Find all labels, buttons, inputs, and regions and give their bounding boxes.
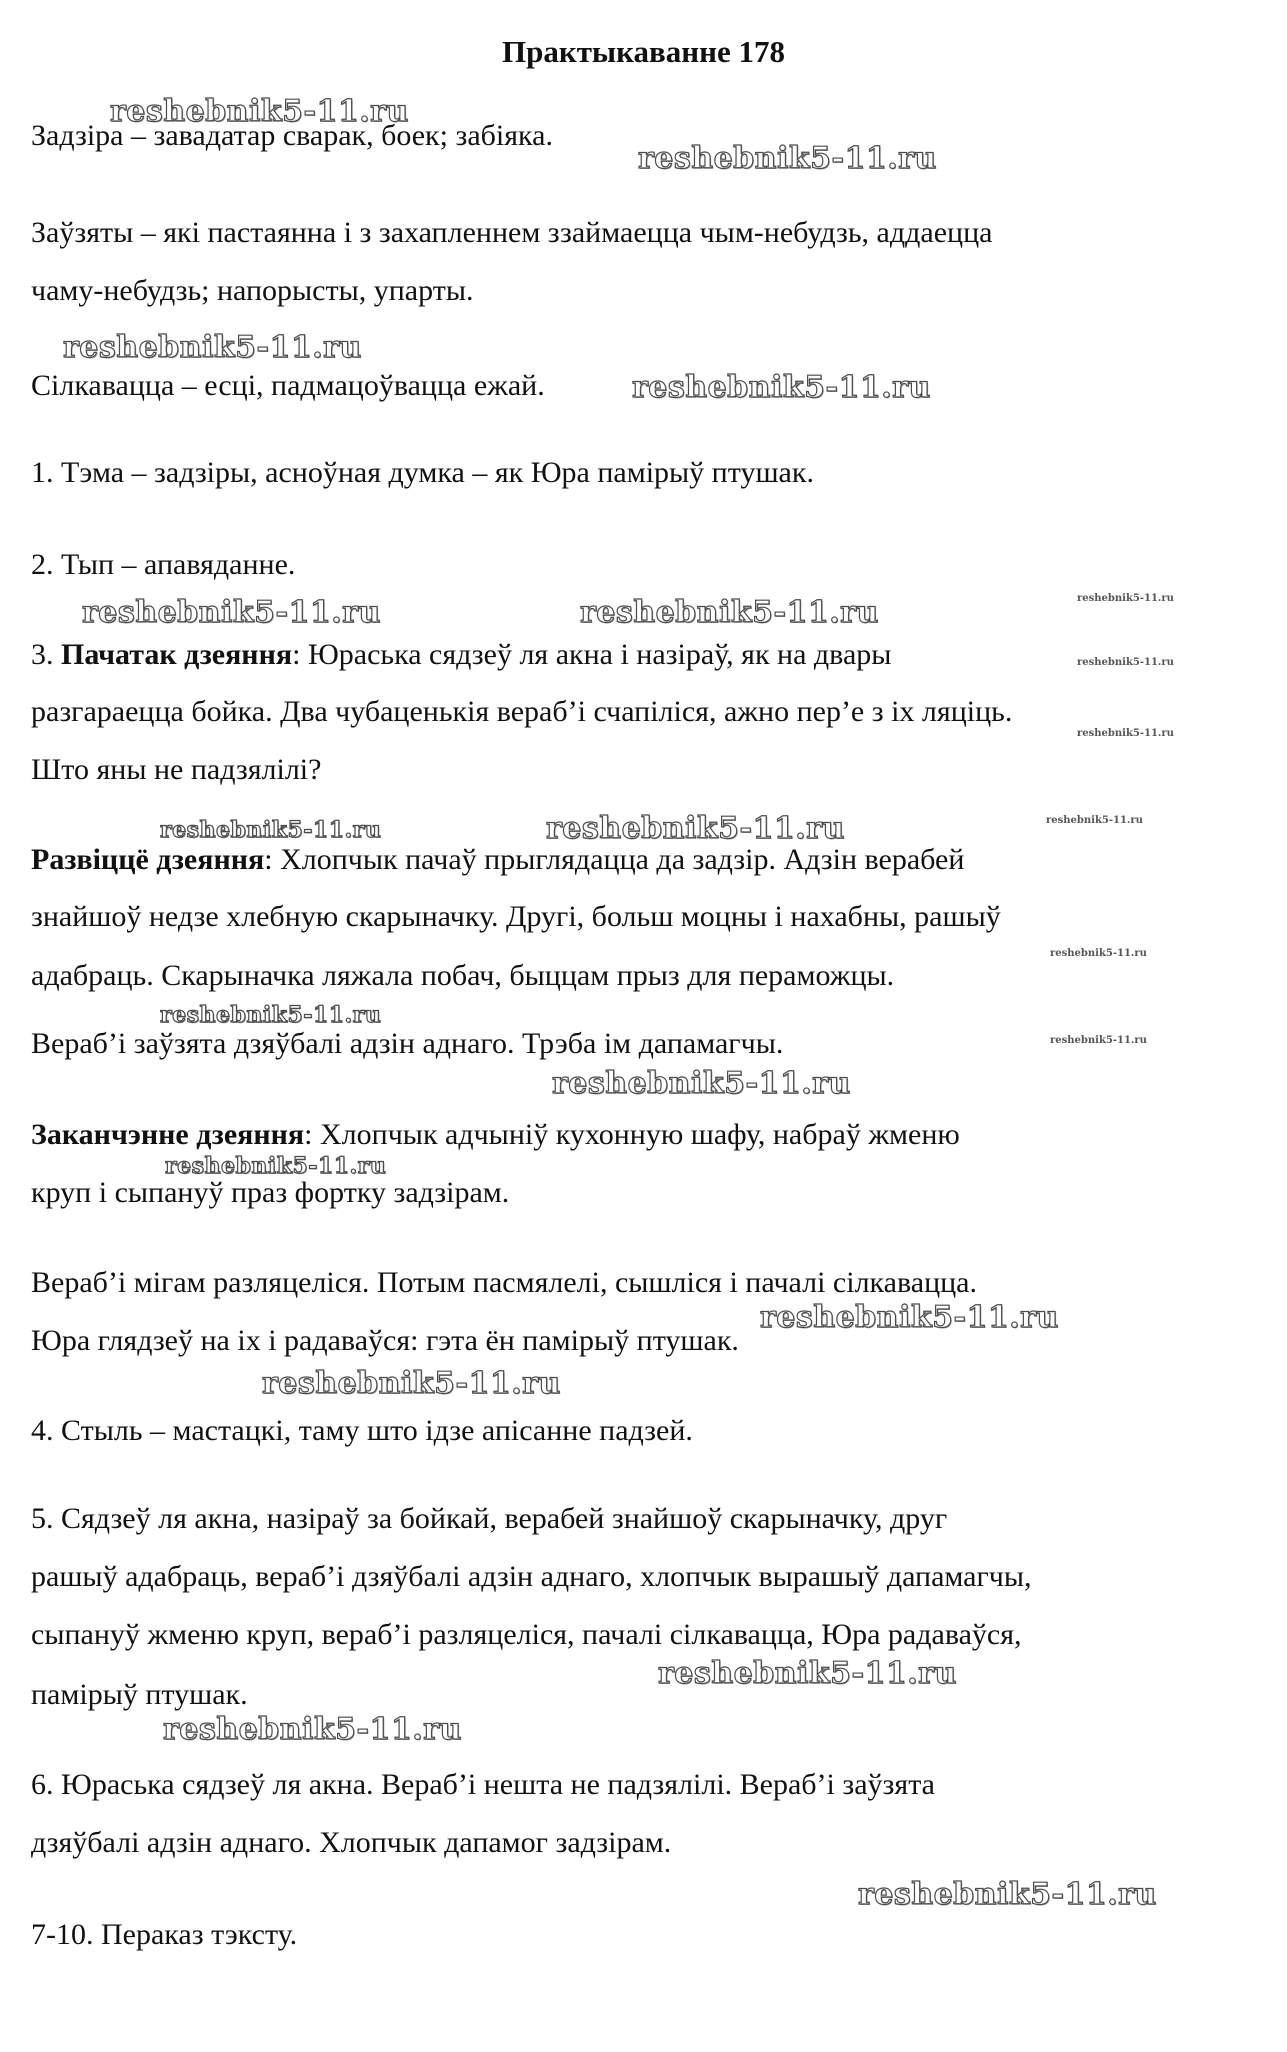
answer-3-line3: Што яны не падзялілі? — [31, 753, 322, 786]
watermark: reshebnik5-11.ru — [1077, 593, 1174, 604]
answer-2: 2. Тып – апавяданне. — [31, 548, 296, 581]
answer-3-line2: разгараецца бойка. Два чубаценькія вераб’і счапіліся, ажно пер’е з іх ляціць. — [31, 695, 1013, 728]
answer-7-10: 7-10. Пераказ тэксту. — [31, 1918, 298, 1951]
ending-line4: Юра глядзеў на іх і радаваўся: гэта ён памірыў птушак. — [31, 1324, 739, 1357]
definition-silkavacca: Сілкавацца – есці, падмацоўвацца ежай. — [31, 369, 545, 402]
answer-5-line2: рашыў адабраць, вераб’і дзяўбалі адзін аднаго, хлопчык вырашыў дапамагчы, — [31, 1560, 1032, 1593]
ending-line3: Вераб’і мігам разляцеліся. Потым пасмялелі, сышліся і пачалі сілкавацца. — [31, 1266, 977, 1299]
answer-5-line3: сыпануў жменю круп, вераб’і разляцеліся, пачалі сілкавацца, Юра радаваўся, — [31, 1618, 1022, 1651]
answer-3-line1 — [31, 640, 891, 670]
watermark: reshebnik5-11.ru — [658, 1656, 957, 1691]
watermark: reshebnik5-11.ru — [1050, 1035, 1147, 1046]
development-line4: Вераб’і заўзята дзяўбалі адзін аднаго. Трэба ім дапамагчы. — [31, 1027, 784, 1060]
development-line1 — [31, 845, 964, 875]
heading-development: Развіццё дзеяння — [31, 843, 265, 876]
answer-3-text: : Юраська сядзеў ля акна і назіраў, як на двары — [292, 638, 892, 671]
watermark: reshebnik5-11.ru — [552, 1066, 851, 1101]
watermark: reshebnik5-11.ru — [63, 330, 362, 365]
definition-zadzira: Задзіра – завадатар сварак, боек; забіяка. — [31, 119, 553, 152]
watermark: reshebnik5-11.ru — [163, 1712, 462, 1747]
ending-text: : Хлопчык адчыніў кухонную шафу, набраў жменю — [304, 1118, 960, 1151]
development-line3: адабраць. Скарыначка ляжала побач, быццам прыз для пераможцы. — [31, 959, 895, 992]
answer-4: 4. Стыль – мастацкі, таму што ідзе апісанне падзей. — [31, 1414, 693, 1447]
watermark: reshebnik5-11.ru — [165, 1153, 387, 1179]
answer-6-line2: дзяўбалі адзін аднаго. Хлопчык дапамог задзірам. — [31, 1826, 672, 1859]
definition-zauzyaty-line2: чаму-небудзь; напорысты, упарты. — [31, 274, 474, 307]
watermark: reshebnik5-11.ru — [580, 595, 879, 630]
development-line2: знайшоў недзе хлебную скарыначку. Другі, больш моцны і нахабны, рашыў — [31, 900, 1001, 933]
answer-3-number: 3. — [31, 638, 61, 671]
answer-5-line4: памірыў птушак. — [31, 1678, 248, 1711]
watermark: reshebnik5-11.ru — [1077, 657, 1174, 668]
watermark: reshebnik5-11.ru — [638, 141, 937, 176]
watermark: reshebnik5-11.ru — [160, 1002, 382, 1028]
page-title: Практыкаванне 178 — [501, 34, 785, 69]
heading-beginning: Пачатак дзеяння — [61, 638, 293, 671]
watermark: reshebnik5-11.ru — [858, 1877, 1157, 1912]
watermark: reshebnik5-11.ru — [82, 595, 381, 630]
answer-5-line1: 5. Сядзеў ля акна, назіраў за бойкай, верабей знайшоў скарыначку, друг — [31, 1502, 948, 1535]
answer-6-line1: 6. Юраська сядзеў ля акна. Вераб’і нешта не падзялілі. Вераб’і заўзята — [31, 1768, 935, 1801]
heading-ending: Заканчэнне дзеяння — [31, 1118, 305, 1151]
watermark: reshebnik5-11.ru — [160, 817, 382, 843]
ending-line2: круп і сыпануў праз фортку задзірам. — [31, 1176, 510, 1209]
watermark: reshebnik5-11.ru — [546, 811, 845, 846]
development-text: : Хлопчык пачаў прыглядацца да задзір. Адзін верабей — [264, 843, 965, 876]
watermark: reshebnik5-11.ru — [1046, 815, 1143, 826]
watermark: reshebnik5-11.ru — [760, 1300, 1059, 1335]
watermark: reshebnik5-11.ru — [262, 1366, 561, 1401]
watermark: reshebnik5-11.ru — [1050, 948, 1147, 959]
answer-1: 1. Тэма – задзіры, асноўная думка – як Юра памірыў птушак. — [31, 456, 814, 489]
definition-zauzyaty-line1: Заўзяты – які пастаянна і з захапленнем ззаймаецца чым-небудзь, аддаецца — [31, 216, 993, 249]
watermark: reshebnik5-11.ru — [1077, 728, 1174, 739]
watermark: reshebnik5-11.ru — [110, 94, 409, 129]
watermark: reshebnik5-11.ru — [632, 370, 931, 405]
ending-line1 — [31, 1120, 960, 1150]
